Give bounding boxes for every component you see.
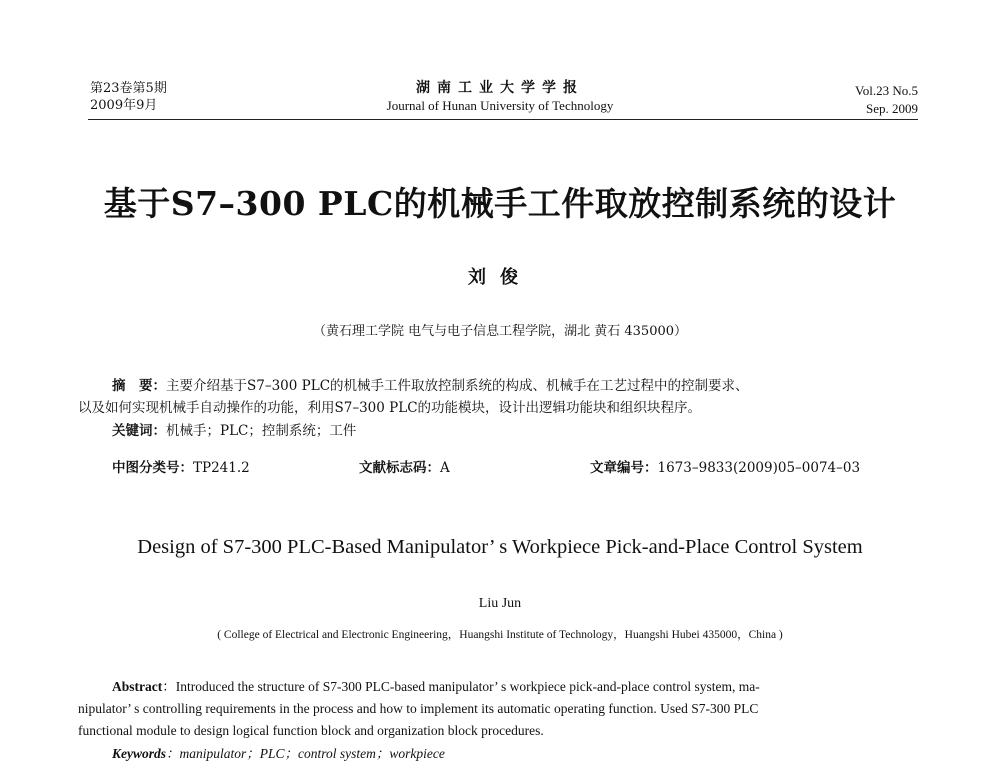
article-number — [590, 456, 860, 476]
author-en: Liu Jun — [478, 596, 522, 611]
keywords-cn — [78, 420, 972, 442]
abstract-en-sep: ： — [162, 679, 176, 694]
keywords-cn-label: 关键词： — [112, 423, 166, 439]
abstract-cn-line1: 主要介绍基于S7–300 PLC的机械手工件取放控制系统的构成、机械手在工艺过程中的控制要求、 — [166, 378, 749, 394]
abstract-en-label: Abstract — [112, 679, 163, 694]
header-volume-info — [90, 80, 167, 114]
author-cn: 刘俊 — [468, 267, 532, 288]
abstract-en-line3: functional module to design logical function block and organization block procedures. — [78, 723, 544, 738]
clc-value: TP241.2 — [193, 460, 250, 476]
clc-number — [112, 456, 250, 476]
abstract-cn — [78, 375, 938, 419]
volume-cn: 第23卷第5期 — [90, 81, 167, 96]
header-volume-en — [855, 82, 918, 118]
affiliation-en: ( College of Electrical and Electronic Engineering，Huangshi Institute of Technology，Huangshi Hubei 435000，China ) — [217, 629, 783, 641]
doc-value: A — [440, 460, 450, 476]
article-label: 文章编号： — [590, 460, 658, 476]
date-en: Sep. 2009 — [866, 101, 918, 116]
abstract-en — [78, 676, 938, 742]
doc-label: 文献标志码： — [359, 460, 440, 476]
keywords-cn-text: 机械手；PLC；控制系统；工件 — [166, 423, 357, 439]
volume-en: Vol.23 No.5 — [855, 83, 918, 98]
document-code — [359, 456, 450, 476]
keywords-en-label: Keywords — [112, 746, 166, 761]
keywords-en-text: ：manipulator；PLC；control system；workpiece — [166, 746, 445, 761]
header-rule — [88, 119, 918, 120]
date-cn: 2009年9月 — [90, 98, 158, 113]
paper-title-en: Design of S7-300 PLC-Based Manipulator’ s Workpiece Pick-and-Place Control System — [137, 536, 863, 558]
abstract-en-line2: nipulator’ s controlling requirements in the process and how to implement its automatic operating function. Used S7-300 PLC — [78, 701, 759, 716]
journal-name-en: Journal of Hunan University of Technology — [386, 98, 614, 113]
paper-title-cn: 基于S7–300 PLC的机械手工件取放控制系统的设计 — [103, 184, 897, 223]
header-journal — [300, 80, 700, 114]
article-value: 1673–9833(2009)05–0074–03 — [657, 460, 861, 476]
keywords-en — [112, 742, 445, 762]
journal-name-cn: 湖南工业大学学报 — [416, 80, 584, 96]
abstract-en-line1: Introduced the structure of S7-300 PLC-based manipulator’ s workpiece pick-and-place control system, ma- — [175, 679, 760, 694]
abstract-cn-label: 摘 要： — [112, 378, 166, 394]
abstract-cn-line2: 以及如何实现机械手自动操作的功能，利用S7–300 PLC的功能模块，设计出逻辑功能块和组织块程序。 — [78, 400, 702, 416]
clc-label: 中图分类号： — [112, 460, 193, 476]
affiliation-cn: （黄石理工学院 电气与电子信息工程学院，湖北 黄石 435000） — [312, 324, 688, 339]
